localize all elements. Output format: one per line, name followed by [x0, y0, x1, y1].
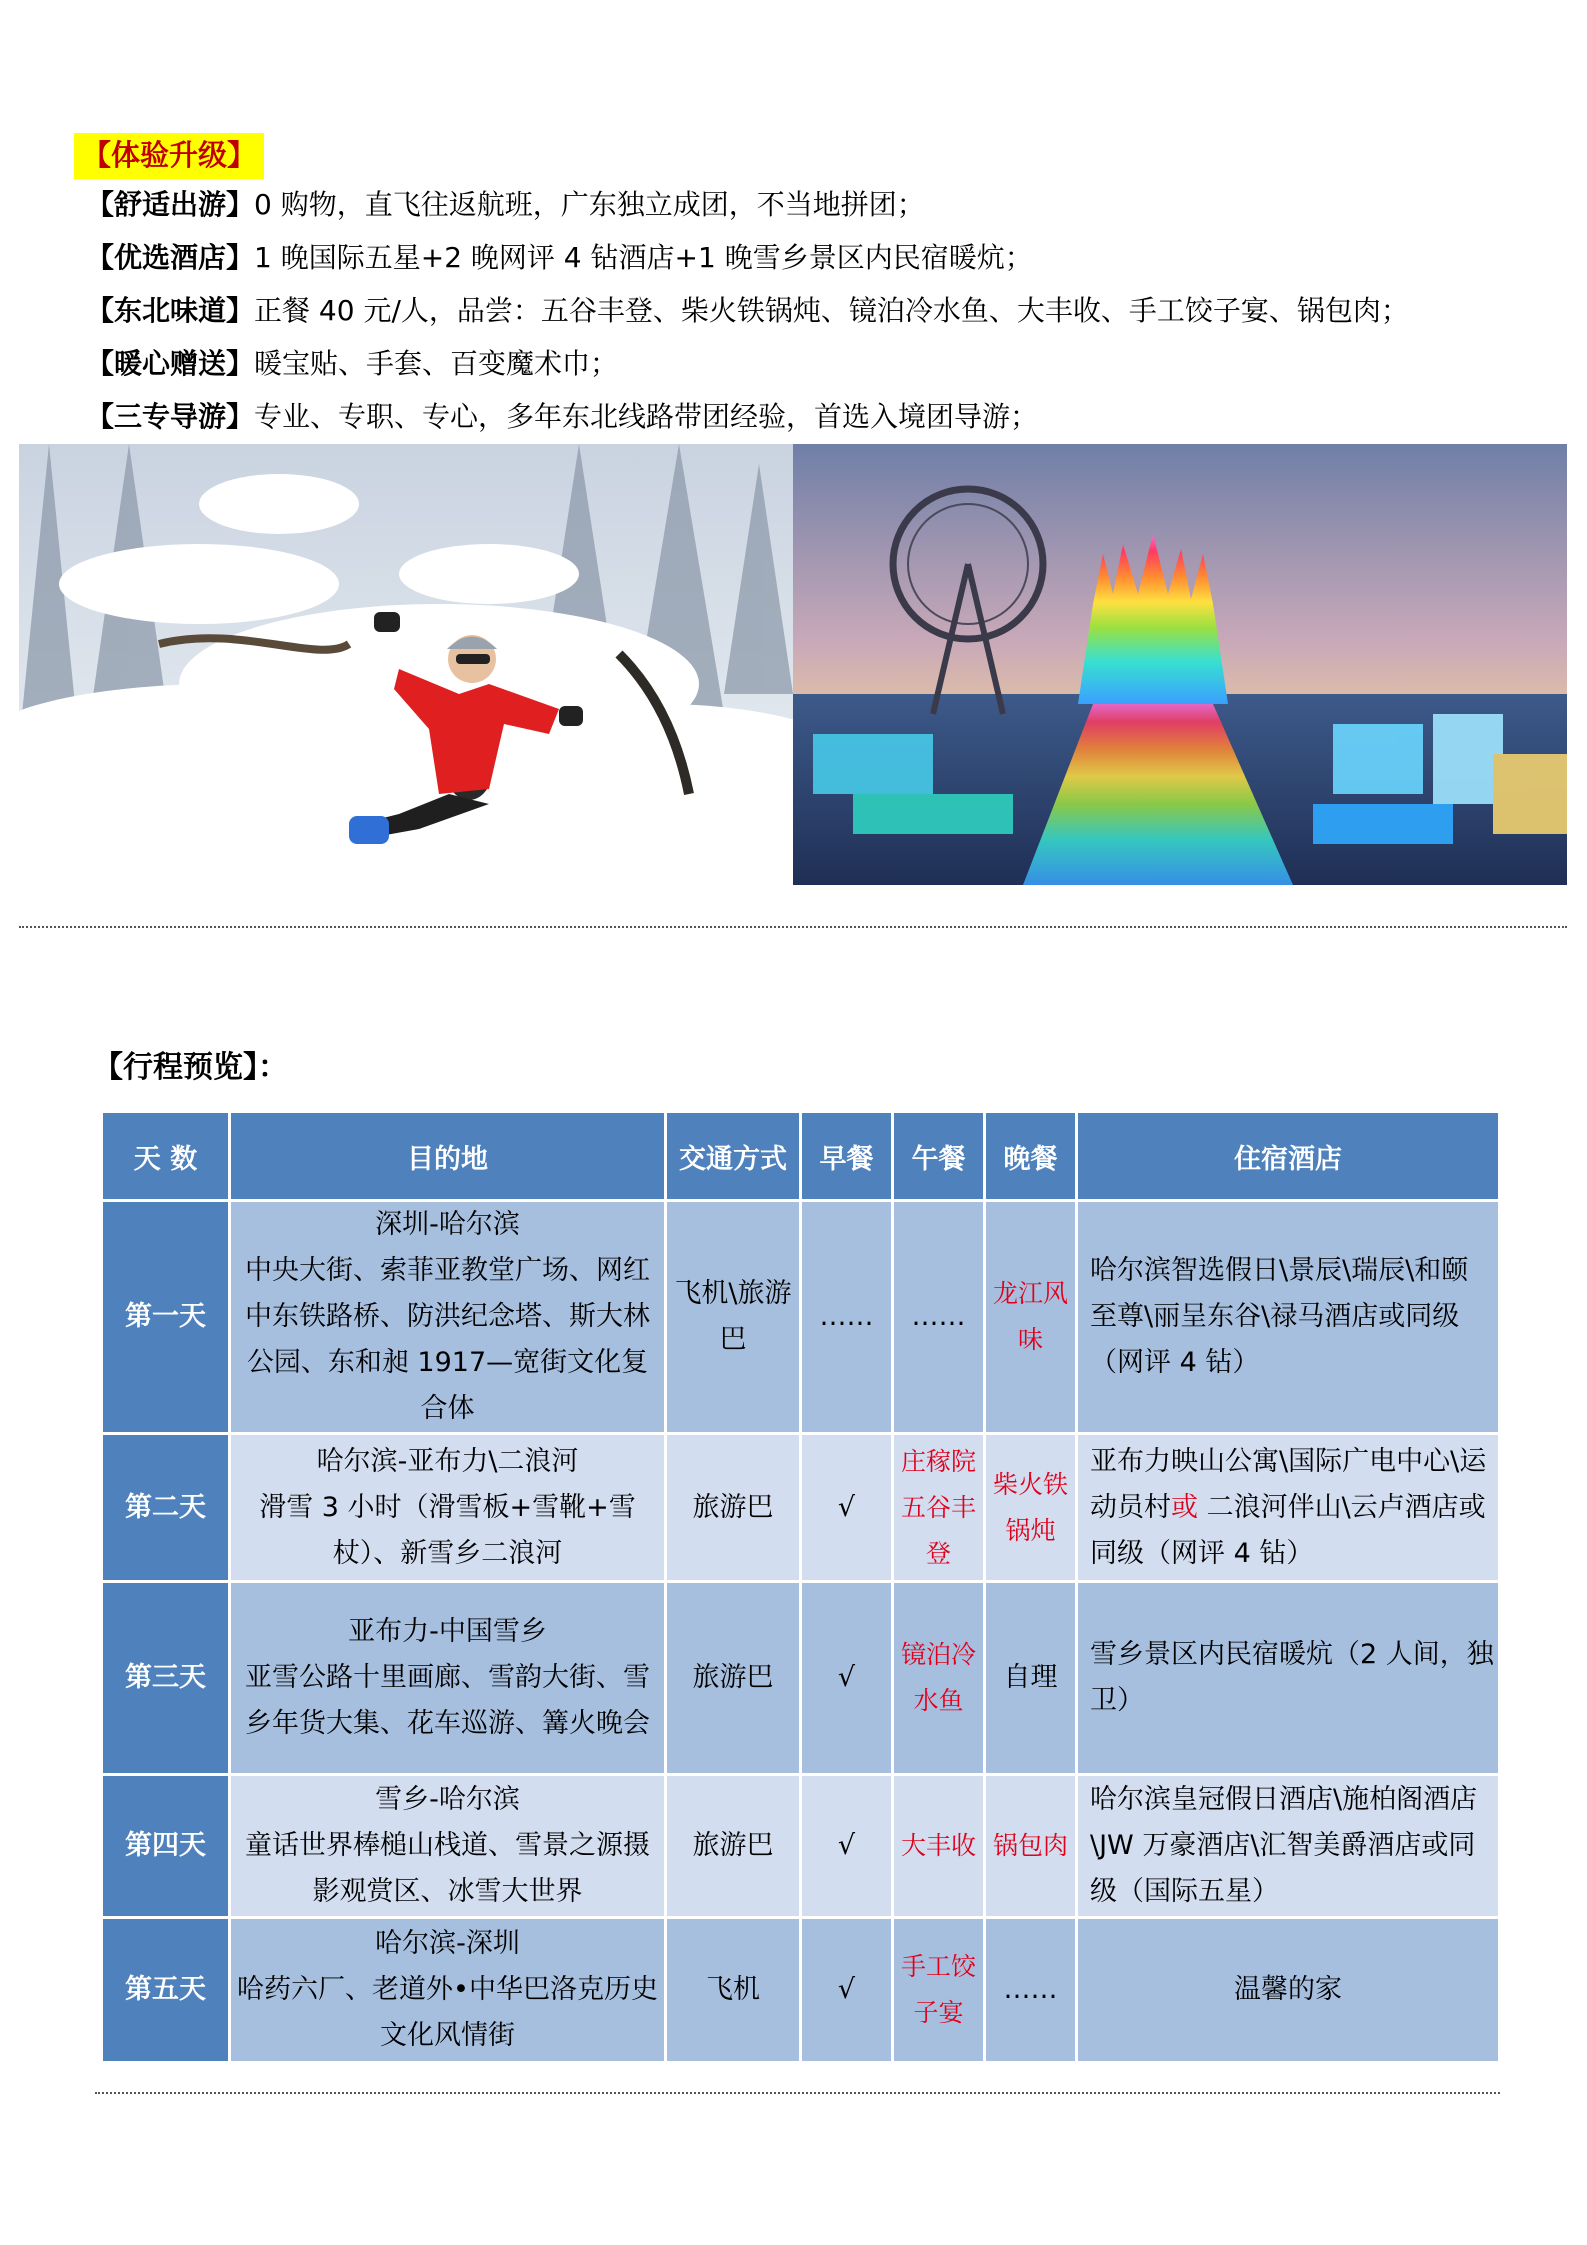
destination-cell: [231, 1435, 664, 1580]
day-cell: 第二天: [103, 1435, 228, 1580]
destination-detail: 哈药六厂、老道外•中华巴洛克历史文化风情街: [237, 1974, 658, 2051]
table-header-row: [103, 1113, 1498, 1199]
destination-cell: [231, 1202, 664, 1432]
transport-cell: 旅游巴: [667, 1776, 799, 1916]
photo-strip: [19, 444, 1567, 885]
feature-list: [86, 188, 1546, 453]
breakfast-cell: √: [802, 1583, 891, 1773]
table-row: [103, 1435, 1498, 1580]
hotel-text: 亚布力映山公寓\国际广电中心\运动员村: [1090, 1445, 1487, 1523]
destination-detail: 童话世界棒槌山栈道、雪景之源摄影观赏区、冰雪大世界: [245, 1830, 650, 1907]
hotel-text: 二浪河伴山\云卢酒店或同级（网评 4 钻）: [1090, 1491, 1486, 1569]
dotted-divider: [95, 2092, 1500, 2094]
dinner-cell: 锅包肉: [986, 1776, 1075, 1916]
day-cell: 第一天: [103, 1202, 228, 1432]
itinerary-table: [100, 1110, 1501, 2064]
feature-item: [86, 241, 1546, 294]
header-transport: 交通方式: [667, 1113, 799, 1199]
breakfast-cell: ……: [802, 1202, 891, 1432]
dinner-cell: 自理: [986, 1583, 1075, 1773]
feature-text: 暖宝贴、手套、百变魔术巾；: [254, 347, 619, 380]
transport-cell: 飞机: [667, 1919, 799, 2061]
lunch-cell: 镜泊冷水鱼: [894, 1583, 983, 1773]
destination-title: 深圳-哈尔滨: [375, 1209, 520, 1240]
hotel-cell: 哈尔滨智选假日\景辰\瑞辰\和颐至尊\丽呈东谷\禄马酒店或同级（网评 4 钻）: [1078, 1202, 1498, 1432]
feature-item: [86, 347, 1546, 400]
day-cell: 第五天: [103, 1919, 228, 2061]
hotel-cell: 哈尔滨皇冠假日酒店\施柏阁酒店\JW 万豪酒店\汇智美爵酒店或同级（国际五星）: [1078, 1776, 1498, 1916]
table-row: [103, 1776, 1498, 1916]
transport-cell: 旅游巴: [667, 1583, 799, 1773]
breakfast-cell: √: [802, 1919, 891, 2061]
header-destination: 目的地: [231, 1113, 664, 1199]
feature-key: 【三专导游】: [86, 400, 255, 433]
destination-detail: 亚雪公路十里画廊、雪韵大街、雪乡年货大集、花车巡游、篝火晚会: [245, 1662, 650, 1739]
lunch-cell: ……: [894, 1202, 983, 1432]
day-cell: 第四天: [103, 1776, 228, 1916]
breakfast-cell: √: [802, 1776, 891, 1916]
hotel-or: 或: [1171, 1491, 1198, 1523]
feature-text: 专业、专职、专心，多年东北线路带团经验，首选入境团导游；: [254, 400, 1039, 433]
feature-text: 1 晚国际五星+2 晚网评 4 钻酒店+1 晚雪乡景区内民宿暖炕；: [254, 241, 1033, 274]
lunch-cell: 大丰收: [894, 1776, 983, 1916]
upgrade-title: 【体验升级】: [74, 133, 264, 179]
ice-festival-photo: [793, 444, 1567, 885]
header-hotel: 住宿酒店: [1078, 1113, 1498, 1199]
table-row: [103, 1202, 1498, 1432]
feature-key: 【优选酒店】: [86, 241, 255, 274]
destination-cell: [231, 1583, 664, 1773]
header-lunch: 午餐: [894, 1113, 983, 1199]
table-row: [103, 1919, 1498, 2061]
destination-detail: 滑雪 3 小时（滑雪板+雪靴+雪杖）、新雪乡二浪河: [259, 1491, 636, 1569]
header-dinner: 晚餐: [986, 1113, 1075, 1199]
lunch-cell: 庄稼院五谷丰登: [894, 1435, 983, 1580]
destination-title: 雪乡-哈尔滨: [375, 1784, 520, 1815]
lunch-cell: 手工饺子宴: [894, 1919, 983, 2061]
hotel-cell: 雪乡景区内民宿暖炕（2 人间，独卫）: [1078, 1583, 1498, 1773]
destination-title: 亚布力-中国雪乡: [348, 1616, 547, 1647]
feature-text: 正餐 40 元/人，品尝：五谷丰登、柴火铁锅炖、镜泊冷水鱼、大丰收、手工饺子宴、锅包肉；: [254, 294, 1409, 327]
destination-title: 哈尔滨-深圳: [375, 1928, 520, 1959]
destination-cell: [231, 1919, 664, 2061]
header-breakfast: 早餐: [802, 1113, 891, 1199]
hotel-cell: [1078, 1435, 1498, 1580]
transport-cell: 旅游巴: [667, 1435, 799, 1580]
feature-key: 【暖心赠送】: [86, 347, 255, 380]
dinner-cell: ……: [986, 1919, 1075, 2061]
header-day: 天 数: [103, 1113, 228, 1199]
destination-title: 哈尔滨-亚布力\二浪河: [316, 1445, 579, 1477]
snow-forest-photo: [19, 444, 793, 885]
destination-detail: 中央大街、索菲亚教堂广场、网红中东铁路桥、防洪纪念塔、斯大林公园、东和昶 1917—宽街文化复合体: [245, 1255, 650, 1424]
feature-item: [86, 188, 1546, 241]
destination-cell: [231, 1776, 664, 1916]
feature-key: 【东北味道】: [86, 294, 255, 327]
feature-text: 0 购物，直飞往返航班，广东独立成团，不当地拼团；: [254, 188, 925, 221]
dinner-cell: 龙江风味: [986, 1202, 1075, 1432]
dinner-cell: 柴火铁锅炖: [986, 1435, 1075, 1580]
breakfast-cell: √: [802, 1435, 891, 1580]
transport-cell: 飞机\旅游巴: [667, 1202, 799, 1432]
day-cell: 第三天: [103, 1583, 228, 1773]
feature-item: [86, 294, 1546, 347]
feature-key: 【舒适出游】: [86, 188, 255, 221]
table-row: [103, 1583, 1498, 1773]
hotel-cell: 温馨的家: [1078, 1919, 1498, 2061]
dotted-divider: [19, 926, 1567, 928]
overview-title: 【行程预览】：: [93, 1050, 288, 1085]
